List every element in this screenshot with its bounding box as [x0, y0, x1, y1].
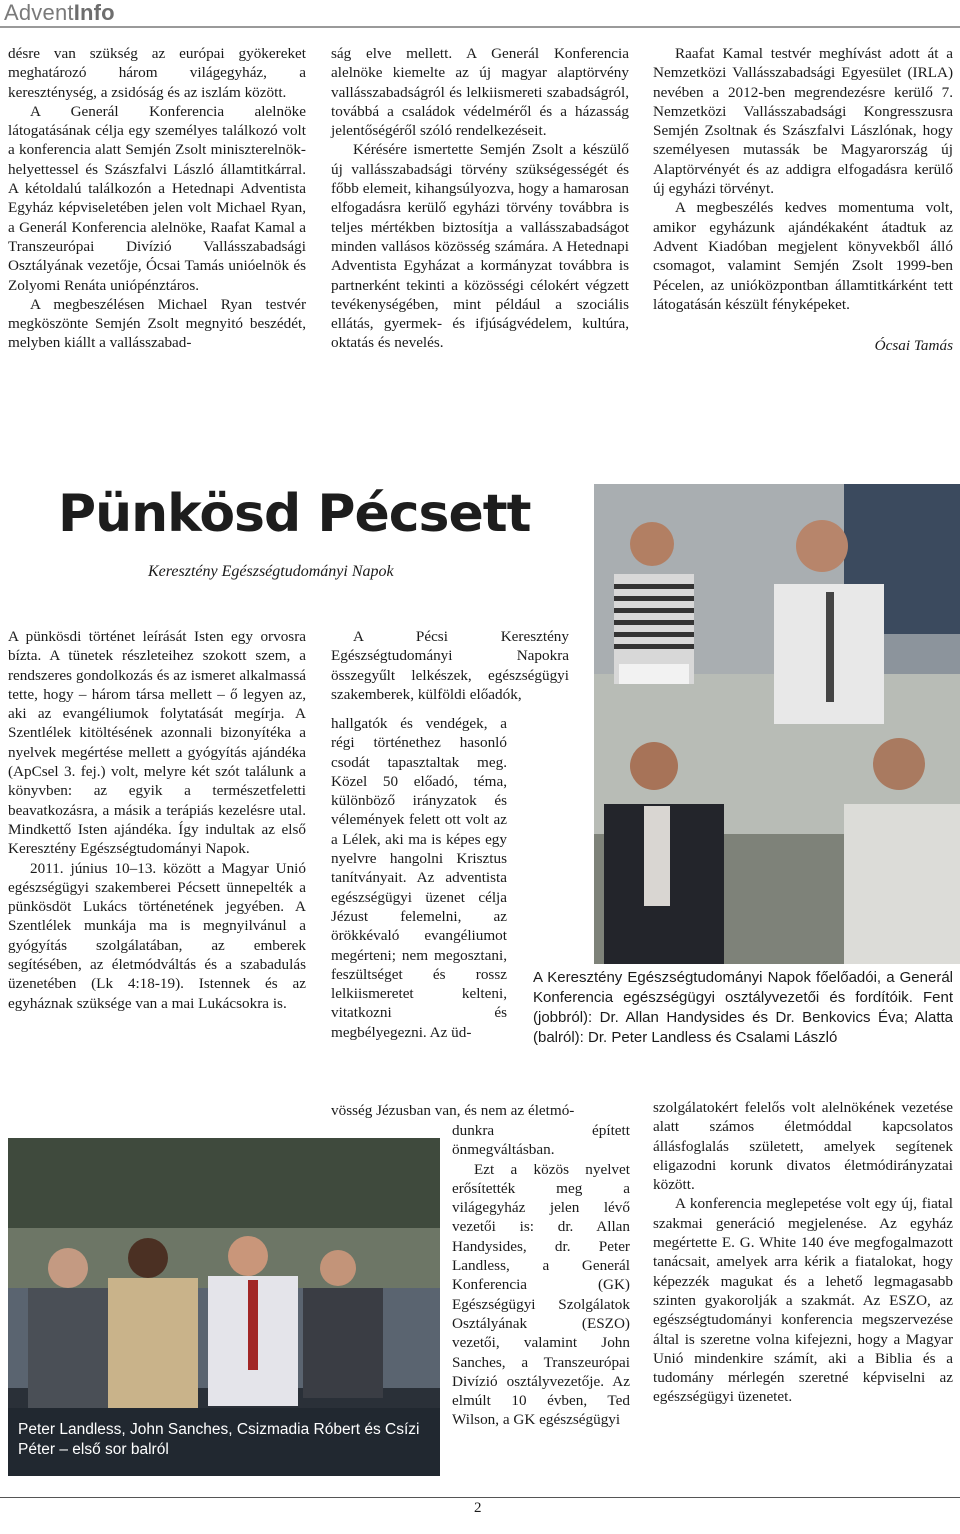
paragraph: Raafat Kamal testvér meghívást adott át a Nemzetközi Vallásszabadsági Egyesület (IRLA) nevében a 2012-ben megrendezésre kerülő 7. Nemzetközi Vallásszabadsági Kongresszusra Semjén Zsoltnak és Szászfalvi Lászlónak, hogy személyesen mutassák be Magyarország új Alaptörvényét és az addigra elfogadásra kerülő új egyházi törvényt. — [653, 45, 953, 198]
top-column-1 — [8, 44, 306, 353]
paragraph: A Generál Konferencia alelnöke látogatásának célja egy személyes találkozó volt a konferencia alatt Semjén Zsolt miniszterelnök-helyettessel és Szászfalvi László államtitkárral. A kétoldalú találkozón a Hetednapi Adventista Egyház képviseletében jelen volt Michael Ryan, a Generál Konferencia alelnöke, Raafat Kamal a Transzeurópai Divízió Vallásszabadsági Osztályának vezetője, Ócsai Tamás unióelnök és Zolyomi Renáta uniópénztáros. — [8, 102, 306, 294]
paragraph: ság elve mellett. A Generál Konferencia alelnöke kiemelte az új magyar alaptörvény vallásszabadságról és lelkiismereti szabadságról, továbbá a családok védelméről és a házasság jelentőségéről szóló rendelkezéseit. — [331, 45, 629, 140]
article-column-2-bottom-line — [331, 1101, 631, 1120]
logo-text-info: Info — [73, 0, 115, 25]
author-signature: Ócsai Tamás — [874, 337, 953, 355]
article-column-1 — [8, 627, 306, 1013]
masthead-logo — [4, 0, 115, 26]
paragraph: A megbeszélés kedves momentuma volt, amikor egyházunk ajándékaként átadtuk az Advent Kiadóban megjelent könyvekből álló csomagot, valamint Semjén Zsolt 1999-ben Pécelen, az unióközpontban államtitkárként tett látogatásán készült fényképeket. — [653, 199, 953, 313]
paragraph: szolgálatokért felelős volt alelnökének vezetése alatt számos életmóddal kapcsolatos állásfoglalás született, amelyek segítenek eligazodni korunk divatos életmódirányzatai között. — [653, 1099, 953, 1194]
header-rule — [0, 26, 960, 28]
photo-speakers-top — [594, 484, 960, 964]
paragraph: Ezt a közös nyelvet erősítették meg a világegyház jelen lévő vezetői is: dr. Allan Handysides, dr. Peter Landless, a Generál Konferencia (GK) Egészségügyi Szolgálatok Osztályának (ESZO) vezetői, valamint John Sanches, a Transzeurópai Divízió osztályvezetője. Az elmúlt 10 évben, Ted Wilson, a GK egészségügyi — [452, 1160, 630, 1429]
photo-speakers-top-illustration — [594, 484, 960, 964]
caption-speakers: A Keresztény Egészségtudományi Napok főelőadói, a Generál Konferencia egészségügyi osztályvezetői és fordítóik. Fent (jobbról): Dr. Allan Handysides és Dr. Benkovics Éva; Alatta (balról): Dr. Peter Landless és Csalami László — [533, 969, 953, 1046]
top-column-3 — [653, 44, 953, 355]
page-number: 2 — [474, 1500, 482, 1516]
paragraph: vösség Jézusban van, és nem az életmó- — [331, 1102, 575, 1119]
paragraph: dunkra épített önmegváltásban. — [452, 1122, 630, 1159]
article-column-2-lower — [452, 1121, 630, 1430]
article-column-3 — [653, 1098, 953, 1407]
article-subtitle: Keresztény Egészségtudományi Napok — [148, 563, 394, 580]
paragraph: A Pécsi Keresztény Egészségtudományi Napokra összegyűlt lelkészek, egészségügyi szakemberek, külföldi előadók, — [331, 628, 569, 703]
logo-text-advent: Advent — [4, 0, 74, 25]
paragraph: hallgatók és vendégek, a régi történethez hasonló csodát tapasztaltak meg. Közel 50 előadó, téma, különböző irányzatok és vélemények felett ott volt az a Lélek, aki ma is képes egy nyelvre hangolni Krisztus tanítványait. Az adventista egészségügyi üzenet célja Jézust felemelni, az örökkévaló evangéliumot megérteni; nem megosztani, feszültséget és rossz lelkiismeretet kelteni, vitatkozni és megbélyegezni. Az üd- — [331, 715, 507, 1041]
footer-rule — [0, 1497, 960, 1498]
caption-audience: Peter Landless, John Sanches, Csizmadia Róbert és Csízi Péter – első sor balról — [18, 1421, 420, 1458]
top-column-2 — [331, 44, 629, 353]
article-title: Pünkösd Pécsett — [58, 484, 531, 544]
article-column-2-narrow — [331, 714, 507, 1042]
article-column-2-top — [331, 627, 569, 704]
paragraph: Kérésére ismertette Semjén Zsolt a készülő új vallásszabadsági törvény szükségességét és főbb elemeit, kihangsúlyozva, hogy a hamarosan elfogadásra kerülő egyházi törvény továbbra is teljes mértékben biztosítja a vallásszabadságot minden vallásos közösség számára. A Hetednapi Adventista Egyházat a kormányzat továbbra is partnerként tekinti a közösségi célokért végzett tevékenységében, mint például a szociális ellátás, gyermek- és ifjúságvédelem, kultúra, oktatás és nevelés. — [331, 141, 629, 352]
paragraph: désre van szükség az európai gyökereket meghatározó három világegyház, a kereszténység, a zsidóság és az iszlám között. — [8, 45, 306, 101]
paragraph: A konferencia meglepetése volt egy új, fiatal szakmai generáció megjelenése. Az egyház megértette E. G. White 140 éve megfogalmazott tanácsait, amelyek arra kérik a fiatalokat, hogy képezzék magukat és a lehető legmagasabb szinten gyakorolják a szakmát. Az ESZO, az egészségtudományi konferencia megszervezése által is szeretne volna kifejezni, hogy a Magyar Unió mindenkire számít, aki a Biblia és a tudomány mérlegén szeretné képviselni az egészségügyi üzenetet. — [653, 1195, 953, 1406]
paragraph: A megbeszélésen Michael Ryan testvér megköszönte Semjén Zsolt megnyitó beszédét, melyben kiállt a vallásszabad- — [8, 295, 306, 352]
paragraph: A pünkösdi történet leírását Isten egy orvosra bízta. A tünetek részleteihez szokott szem, a rendszeres gondolkozás és az ismeret alkalmassá tette, hogy – három társa mellett – ő legyen az, aki az evangéliumok folytatását megírja. A Szentlélek kitöltésének azonnali bizonyítéka a nyelvek megértése mellett a gyógyítás ajándéka (ApCsel 3. fej.) volt, melyre két szót találunk a könyvben: az egyik a természetfeletti beavatkozásra, a másik a terápiás kezelésre utal. Mindkettő Isten ajándéka. Így indultak az első Keresztény Egészségtudományi Napok. — [8, 628, 306, 858]
paragraph: 2011. június 10–13. között a Magyar Unió egészségügyi szakemberei Pécsett ünnepelték a pünkösdöt Lukács történetének jegyében. A Szentlélek munkája ma is megnyilvánul a gyógyítás szolgálatában, az emberek segítésében, az életmódváltás és a szabadulás üzenetében (Lk 4:18-19). Istennek és az egyháznak szüksége van a mai Lukácsokra is. — [8, 859, 306, 1012]
photo-audience — [8, 1138, 440, 1476]
